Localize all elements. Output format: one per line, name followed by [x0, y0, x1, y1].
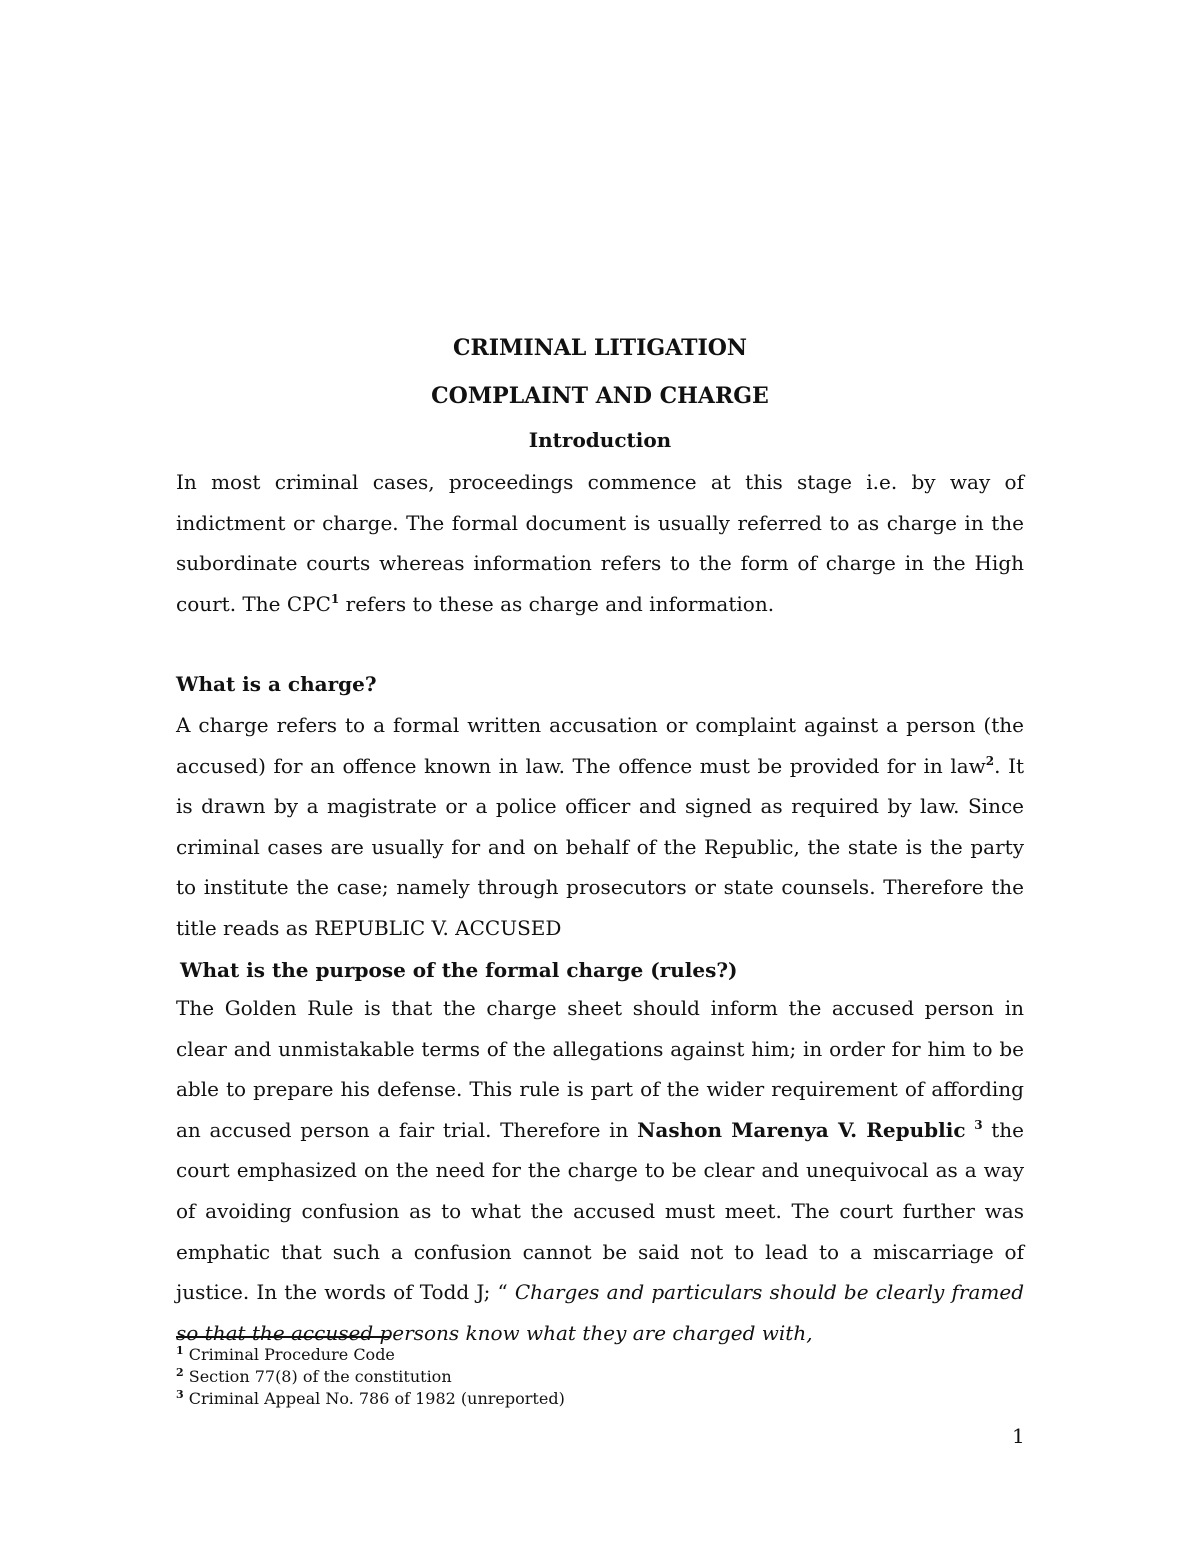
- footnote-number: 2: [176, 1366, 184, 1379]
- charge-text-a: A charge refers to a formal written accusation or complaint against a person (the accused) for an offence known in law. The offence must be provided for in law: [176, 713, 1024, 778]
- charge-text-b: . It is drawn by a magistrate or a police officer and signed as required by law. Since criminal cases are usually for and on behalf of the Republic, the state is the party to institute the case; namely through prosecutors or state counsels. Therefore the title reads as REPUBLIC V. ACCUSED: [176, 753, 1025, 940]
- footnote-number: 1: [176, 1344, 184, 1357]
- case-name: Nashon Marenya V. Republic: [637, 1117, 966, 1142]
- footnotes: [176, 1344, 876, 1410]
- intro-paragraph: [176, 462, 1024, 624]
- intro-text-b: refers to these as charge and information.: [339, 591, 775, 616]
- footnote-number: 3: [176, 1388, 184, 1401]
- footnote-separator: [176, 1336, 389, 1338]
- footnote-3: [176, 1388, 876, 1410]
- charge-paragraph: [176, 705, 1024, 949]
- intro-heading: Introduction: [528, 428, 672, 452]
- footnote-text: Criminal Procedure Code: [183, 1345, 395, 1364]
- document-title: CRIMINAL LITIGATION: [452, 335, 748, 361]
- footnote-2: [176, 1366, 876, 1388]
- footnote-text: Section 77(8) of the constitution: [183, 1367, 452, 1386]
- purpose-heading: What is the purpose of the formal charge (rules?): [180, 958, 738, 982]
- document-subtitle: COMPLAINT AND CHARGE: [431, 383, 769, 409]
- purpose-paragraph: [176, 988, 1024, 1353]
- footnote-ref-1: 1: [330, 591, 340, 606]
- footnote-1: [176, 1344, 876, 1366]
- charge-heading: What is a charge?: [176, 672, 377, 696]
- purpose-text-b: the court emphasized on the need for the charge to be clear and unequivocal as a way of avoiding confusion as to what the accused must meet. The court further was emphatic that such a confusion cannot be said not to lead to a miscarriage of justice. In the words of Todd J; “: [176, 1117, 1024, 1305]
- footnote-text: Criminal Appeal No. 786 of 1982 (unreported): [183, 1389, 565, 1408]
- intro-text-a: In most criminal cases, proceedings commence at this stage i.e. by way of indictment or charge. The formal document is usually referred to as charge in the subordinate courts whereas information refers to the form of charge in the High court. The CPC: [176, 470, 1024, 616]
- todd-quote: Charges and particulars should be clearly framed so that the accused persons know what they are charged with,: [176, 1280, 1025, 1345]
- page-number: 1: [1012, 1424, 1025, 1448]
- footnote-ref-2: 2: [985, 753, 995, 768]
- footnote-ref-3: 3: [974, 1117, 983, 1132]
- purpose-text-a: The Golden Rule is that the charge sheet should inform the accused person in clear and unmistakable terms of the allegations against him; in order for him to be able to prepare his defense. This rule is part of the wider requirement of affording an accused person a fair trial. Therefore in: [176, 996, 1024, 1142]
